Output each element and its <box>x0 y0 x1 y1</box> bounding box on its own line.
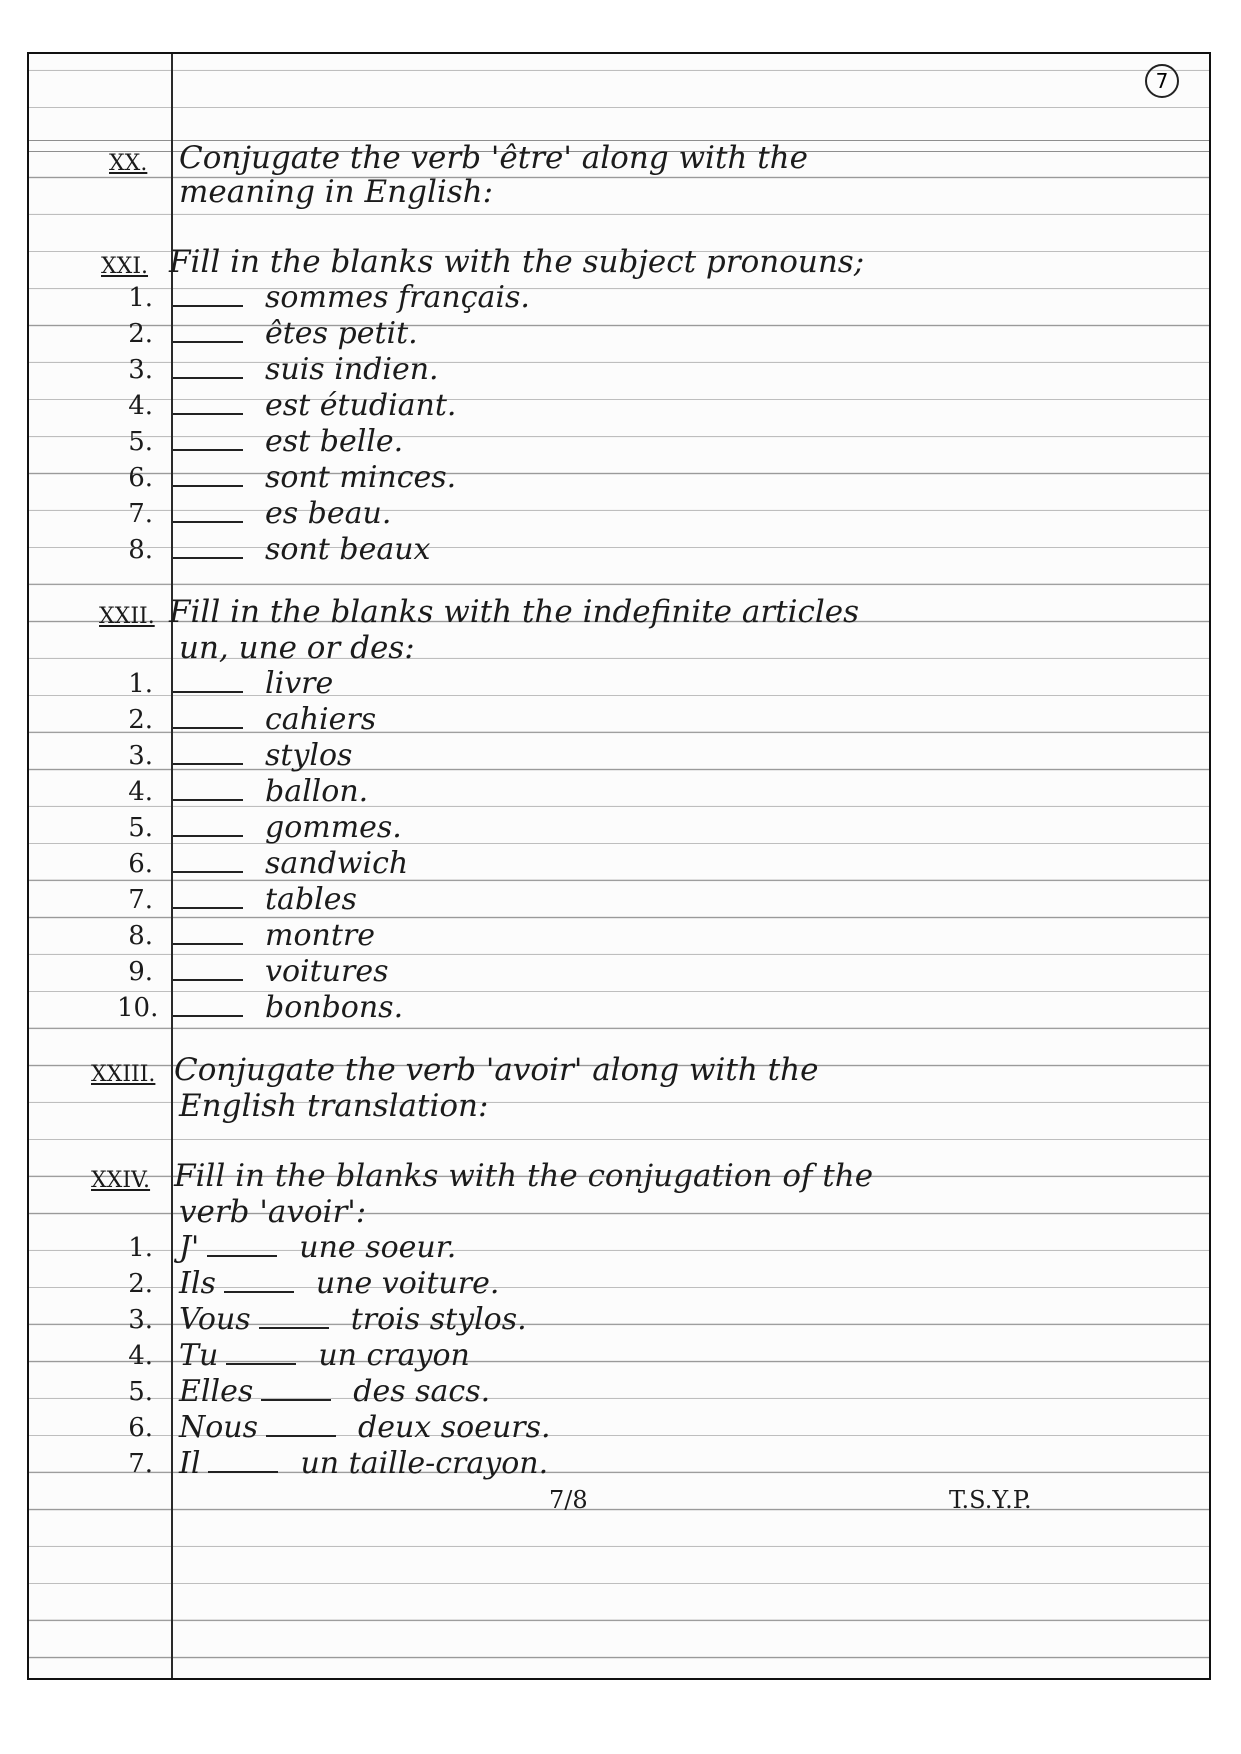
answer-blank <box>173 811 243 837</box>
answer-blank <box>173 883 243 909</box>
list-item: gommes. <box>165 810 402 846</box>
list-item-number: 6. <box>128 849 153 879</box>
answer-blank <box>173 425 243 451</box>
notebook-page <box>27 52 1211 1680</box>
section-xxiv-instruction: Fill in the blanks with the conjugation of the <box>174 1158 874 1194</box>
list-item: Nous deux soeurs. <box>179 1410 551 1445</box>
list-item-number: 7. <box>128 499 153 529</box>
section-xxiii-instruction: Conjugate the verb 'avoir' along with the <box>174 1052 819 1088</box>
list-item-number: 2. <box>128 1269 153 1299</box>
list-item: voitures <box>165 954 388 990</box>
list-item-number: 9. <box>128 957 153 987</box>
list-item: est belle. <box>165 424 403 460</box>
list-item-number: 4. <box>128 391 153 421</box>
list-item-number: 4. <box>128 777 153 807</box>
list-item-number: 3. <box>128 355 153 385</box>
list-item-number: 8. <box>128 535 153 565</box>
answer-blank <box>173 739 243 765</box>
answer-blank <box>173 317 243 343</box>
answer-blank <box>226 1339 296 1365</box>
answer-blank <box>173 703 243 729</box>
list-item: J' une soeur. <box>179 1230 457 1265</box>
list-item: cahiers <box>165 702 376 738</box>
list-item: suis indien. <box>165 352 439 388</box>
page-number-circle: 7 <box>1145 64 1179 98</box>
list-item-number: 2. <box>128 705 153 735</box>
section-xxiv-instruction-cont: verb 'avoir': <box>179 1194 367 1230</box>
list-item-number: 1. <box>128 283 153 313</box>
list-item-number: 4. <box>128 1341 153 1371</box>
answer-blank <box>173 353 243 379</box>
section-xxi-number: XXI. <box>101 254 149 279</box>
list-item-number: 10. <box>117 993 159 1023</box>
list-item: sandwich <box>165 846 408 882</box>
section-xx-instruction: Conjugate the verb 'être' along with the <box>179 140 808 176</box>
list-item: tables <box>165 882 357 918</box>
list-item: montre <box>165 918 375 954</box>
list-item-number: 5. <box>128 813 153 843</box>
answer-blank <box>173 461 243 487</box>
answer-blank <box>261 1375 331 1401</box>
answer-blank <box>173 991 243 1017</box>
list-item: sont minces. <box>165 460 456 496</box>
answer-blank <box>173 919 243 945</box>
section-xxii-instruction: Fill in the blanks with the indefinite articles <box>169 594 860 630</box>
section-xx-number: XX. <box>109 151 148 176</box>
answer-blank <box>173 775 243 801</box>
list-item: êtes petit. <box>165 316 418 352</box>
footer-initials: T.S.Y.P. <box>949 1486 1032 1514</box>
list-item-number: 1. <box>128 669 153 699</box>
answer-blank <box>173 497 243 523</box>
list-item-number: 3. <box>128 741 153 771</box>
answer-blank <box>173 389 243 415</box>
list-item: sont beaux <box>165 532 430 568</box>
list-item: Il un taille-crayon. <box>179 1446 549 1481</box>
answer-blank <box>173 667 243 693</box>
list-item: livre <box>165 666 333 702</box>
section-xxiv-number: XXIV. <box>91 1168 151 1193</box>
section-xxiii-instruction-cont: English translation: <box>179 1088 489 1124</box>
list-item-number: 7. <box>128 885 153 915</box>
section-xxii-instruction-cont: un, une or des: <box>179 630 415 666</box>
list-item: stylos <box>165 738 352 774</box>
list-item-number: 5. <box>128 1377 153 1407</box>
answer-blank <box>207 1231 277 1257</box>
list-item: Elles des sacs. <box>179 1374 491 1409</box>
section-xxii-number: XXII. <box>99 604 155 629</box>
list-item: sommes français. <box>165 280 530 316</box>
list-item-number: 2. <box>128 319 153 349</box>
list-item: est étudiant. <box>165 388 456 424</box>
section-xxi-instruction: Fill in the blanks with the subject pronouns; <box>169 244 865 280</box>
answer-blank <box>173 955 243 981</box>
list-item-number: 6. <box>128 1413 153 1443</box>
answer-blank <box>208 1447 278 1473</box>
answer-blank <box>173 847 243 873</box>
answer-blank <box>173 533 243 559</box>
list-item: es beau. <box>165 496 391 532</box>
answer-blank <box>224 1267 294 1293</box>
answer-blank <box>266 1411 336 1437</box>
page-count: 7/8 <box>549 1486 588 1514</box>
list-item-number: 1. <box>128 1233 153 1263</box>
list-item: Ils une voiture. <box>179 1266 500 1301</box>
list-item-number: 3. <box>128 1305 153 1335</box>
answer-blank <box>173 281 243 307</box>
section-xx-instruction-cont: meaning in English: <box>179 174 494 210</box>
list-item-number: 7. <box>128 1449 153 1479</box>
list-item: Tu un crayon <box>179 1338 470 1373</box>
list-item-number: 6. <box>128 463 153 493</box>
answer-blank <box>259 1303 329 1329</box>
list-item-number: 5. <box>128 427 153 457</box>
section-xxiii-number: XXIII. <box>91 1062 156 1087</box>
list-item: Vous trois stylos. <box>179 1302 527 1337</box>
list-item: ballon. <box>165 774 368 810</box>
list-item: bonbons. <box>165 990 403 1026</box>
list-item-number: 8. <box>128 921 153 951</box>
